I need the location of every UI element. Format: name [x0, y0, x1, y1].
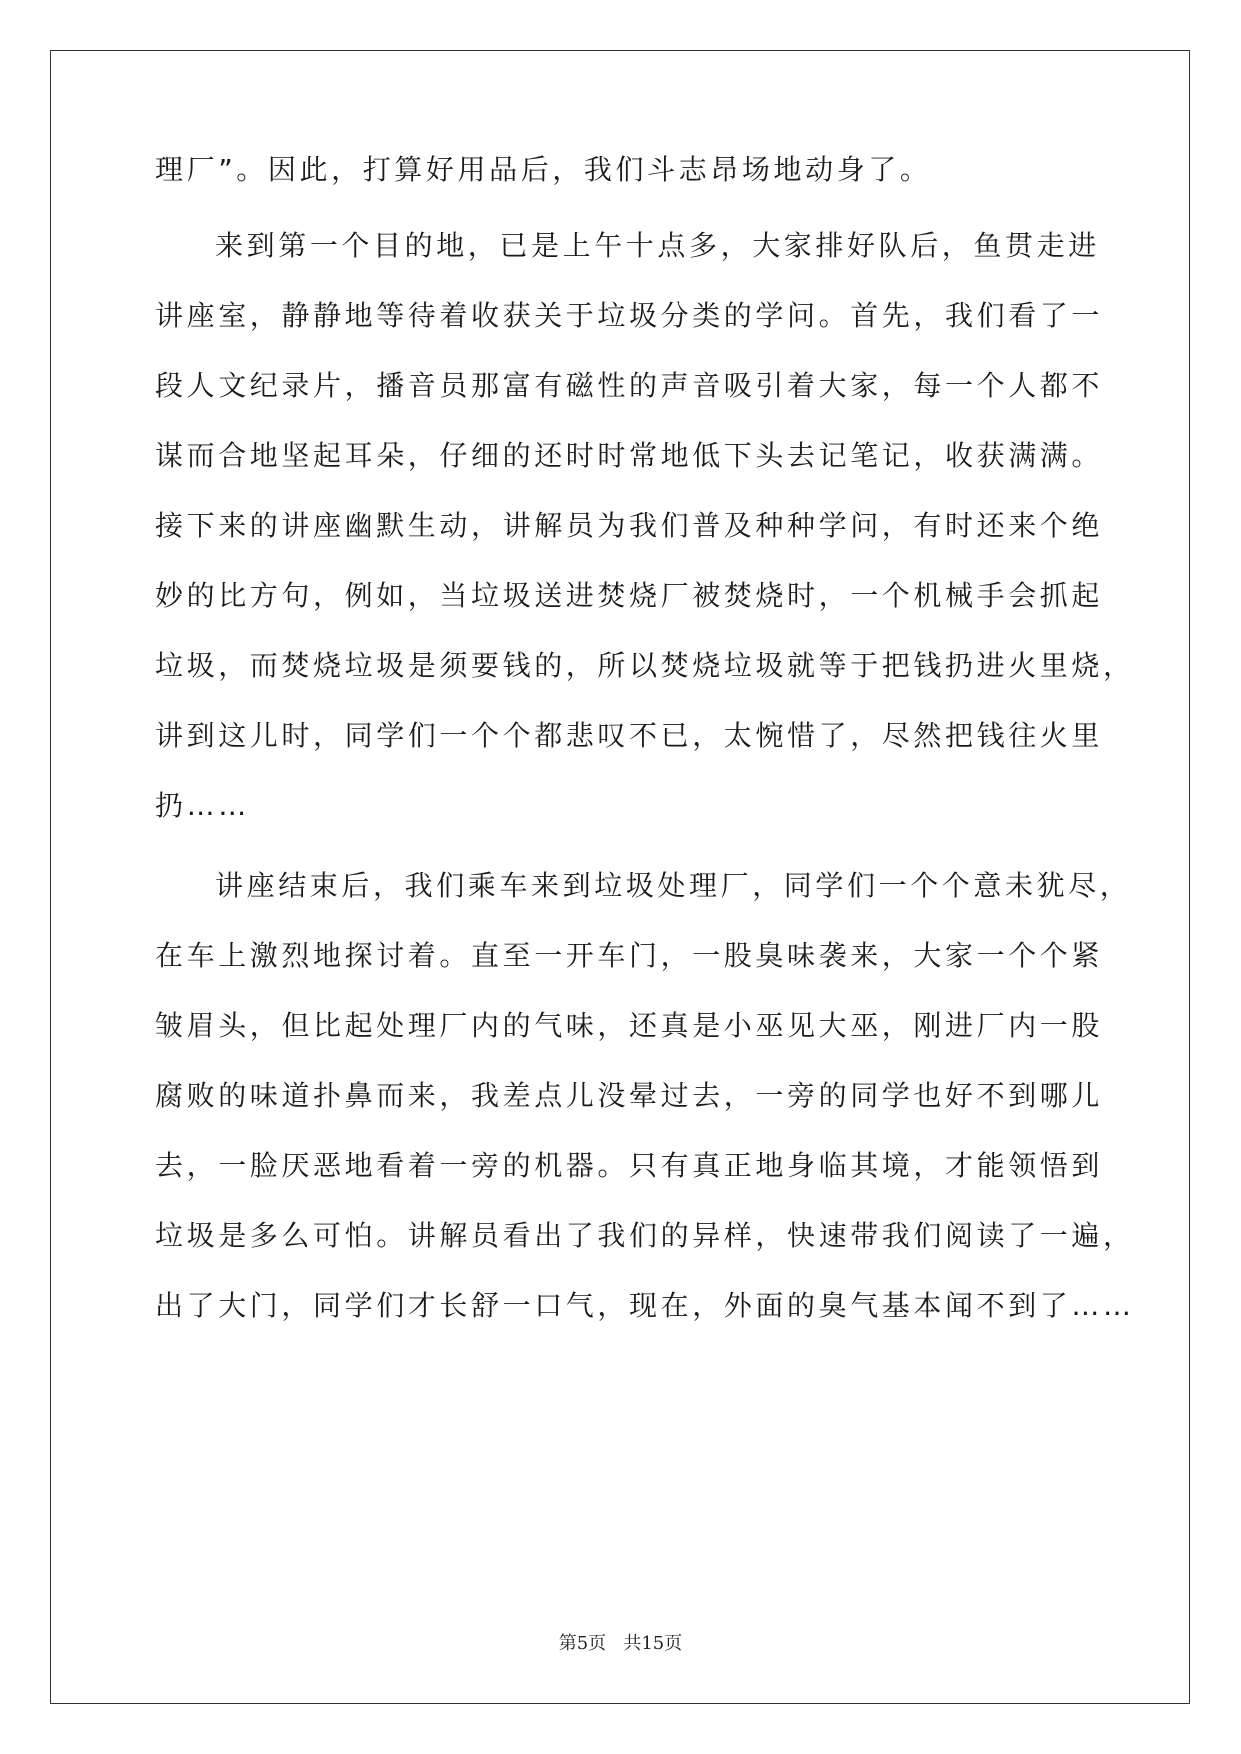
- text-line: 接下来的讲座幽默生动，讲解员为我们普及种种学问，有时还来个绝: [155, 509, 1104, 542]
- text-line: 出了大门，同学们才长舒一口气，现在，外面的臭气基本闻不到了……: [155, 1289, 1135, 1322]
- paragraph-first-line: 来到第一个目的地，已是上午十点多，大家排好队后，鱼贯走进: [215, 229, 1100, 262]
- text-line: 讲座室，静静地等待着收获关于垃圾分类的学问。首先，我们看了一: [155, 299, 1104, 332]
- text-line: 扔……: [155, 789, 250, 822]
- page-number: 第5页: [558, 1633, 607, 1654]
- text-line: 讲到这儿时，同学们一个个都悲叹不已，太惋惜了，尽然把钱往火里: [155, 719, 1104, 752]
- text-line: 段人文纪录片，播音员那富有磁性的声音吸引着大家，每一个人都不: [155, 369, 1104, 402]
- text-line: 垃圾，而焚烧垃圾是须要钱的，所以焚烧垃圾就等于把钱扔进火里烧，: [155, 649, 1135, 682]
- text-line: 去，一脸厌恶地看着一旁的机器。只有真正地身临其境，才能领悟到: [155, 1149, 1104, 1182]
- text-line: 腐败的味道扑鼻而来，我差点儿没晕过去，一旁的同学也好不到哪儿: [155, 1079, 1104, 1112]
- text-line: 谋而合地坚起耳朵，仔细的还时时常地低下头去记笔记，收获满满。: [155, 439, 1104, 472]
- text-line: 理厂”。因此，打算好用品后，我们斗志昂场地动身了。: [155, 153, 932, 186]
- page-footer: [0, 1632, 1241, 1656]
- paragraph-first-line: 讲座结束后，我们乘车来到垃圾处理厂，同学们一个个意未犹尽，: [215, 869, 1132, 902]
- text-line: 在车上激烈地探讨着。直至一开车门，一股臭味袭来，大家一个个紧: [155, 939, 1104, 972]
- text-line: 妙的比方句，例如，当垃圾送进焚烧厂被焚烧时，一个机械手会抓起: [155, 579, 1104, 612]
- text-line: 垃圾是多么可怕。讲解员看出了我们的异样，快速带我们阅读了一遍，: [155, 1219, 1135, 1252]
- footer-spacer: [606, 1633, 623, 1654]
- text-line: 皱眉头，但比起处理厂内的气味，还真是小巫见大巫，刚进厂内一股: [155, 1009, 1104, 1042]
- page-total: 共15页: [623, 1633, 683, 1654]
